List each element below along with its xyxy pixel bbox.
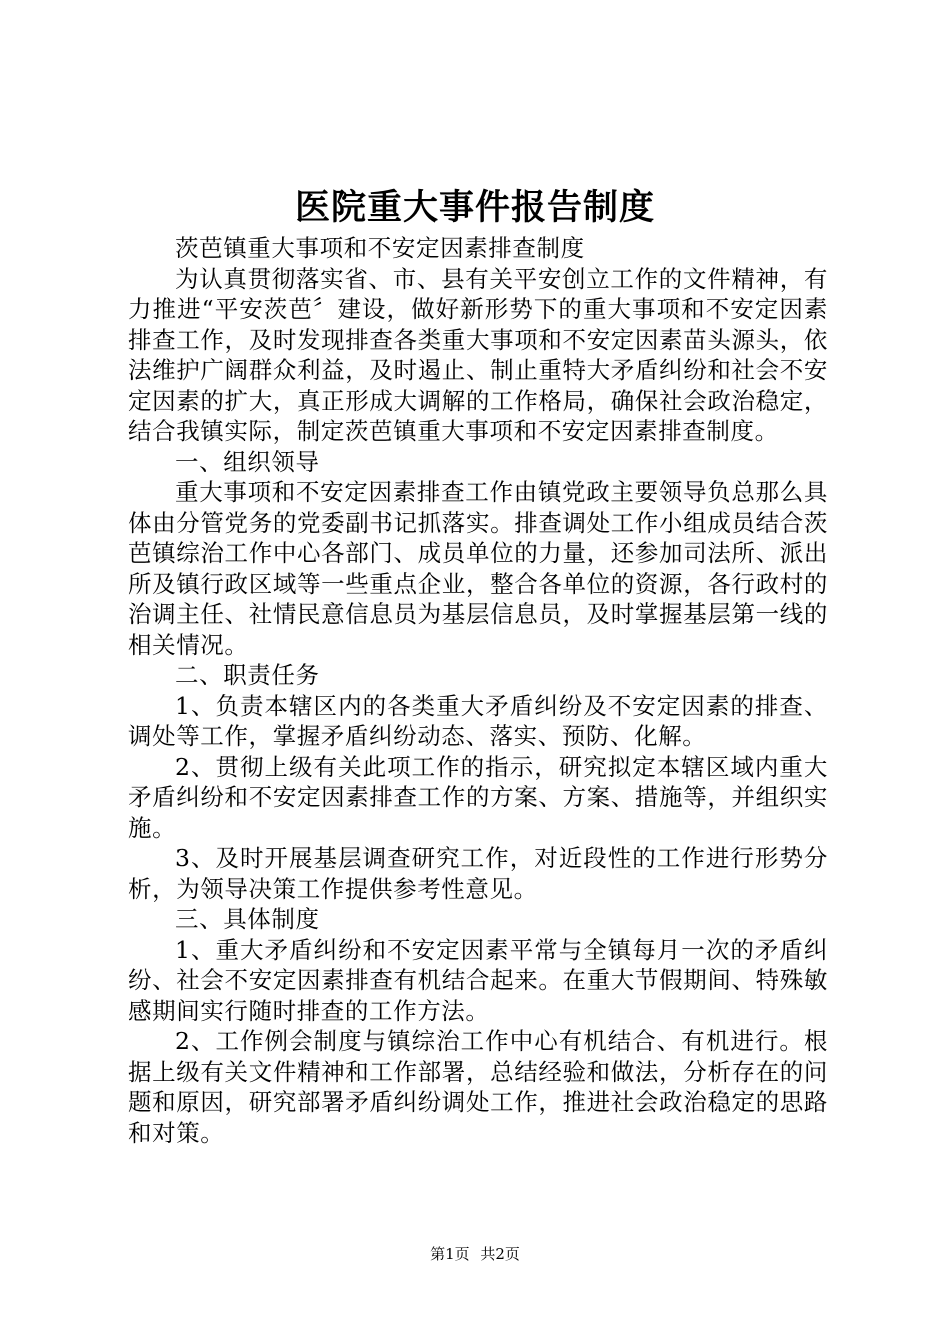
intro-paragraph: 为认真贯彻落实省、市、县有关平安创立工作的文件精神，有力推进“平安茨芭〞建设，做好新形势下的重大事项和不安定因素排查工作，及时发现排查各类重大事项和不安定因素苗头源头，依法维护广阔群众利益，及时遏止、制止重特大矛盾纠纷和社会不安定因素的扩大，真正形成大调解的工作格局，确保社会政治稳定，结合我镇实际，制定茨芭镇重大事项和不安定因素排查制度。 bbox=[128, 264, 828, 445]
section-heading-duties: 二、职责任务 bbox=[175, 661, 320, 689]
section-heading-organization: 一、组织领导 bbox=[175, 447, 320, 476]
subtitle-paragraph: 茨芭镇重大事项和不安定因素排查制度 bbox=[175, 234, 585, 262]
rule-item-1: 1、重大矛盾纠纷和不安定因素平常与全镇每月一次的矛盾纠纷、社会不安定因素排查有机结合起来。在重大节假期间、特殊敏感期间实行随时排查的工作方法。 bbox=[128, 935, 828, 1025]
section-heading-rules: 三、具体制度 bbox=[175, 905, 320, 933]
duty-item-2: 2、贯彻上级有关此项工作的指示，研究拟定本辖区域内重大矛盾纠纷和不安定因素排查工作的方案、方案、措施等，并组织实施。 bbox=[128, 752, 828, 842]
organization-paragraph: 重大事项和不安定因素排查工作由镇党政主要领导负总那么具体由分管党务的党委副书记抓落实。排查调处工作小组成员结合茨芭镇综治工作中心各部门、成员单位的力量，还参加司法所、派出所及镇行政区域等一些重点企业，整合各单位的资源，各行政村的治调主任、社情民意信息员为基层信息员，及时掌握基层第一线的相关情况。 bbox=[128, 478, 828, 659]
duty-item-1: 1、负责本辖区内的各类重大矛盾纠纷及不安定因素的排查、调处等工作，掌握矛盾纠纷动态、落实、预防、化解。 bbox=[128, 691, 828, 750]
document-title: 医院重大事件报告制度 bbox=[294, 187, 655, 228]
page-number: 第1页 bbox=[430, 1245, 470, 1263]
page-footer bbox=[0, 1244, 950, 1264]
page-total: 共2页 bbox=[480, 1245, 520, 1263]
rule-item-2: 2、工作例会制度与镇综治工作中心有机结合、有机进行。根据上级有关文件精神和工作部署，总结经验和做法，分析存在的问题和原因，研究部署矛盾纠纷调处工作，推进社会政治稳定的思路和对策。 bbox=[128, 1027, 828, 1147]
duty-item-3: 3、及时开展基层调查研究工作，对近段性的工作进行形势分析，为领导决策工作提供参考性意见。 bbox=[128, 844, 828, 903]
document-body bbox=[128, 233, 828, 1148]
